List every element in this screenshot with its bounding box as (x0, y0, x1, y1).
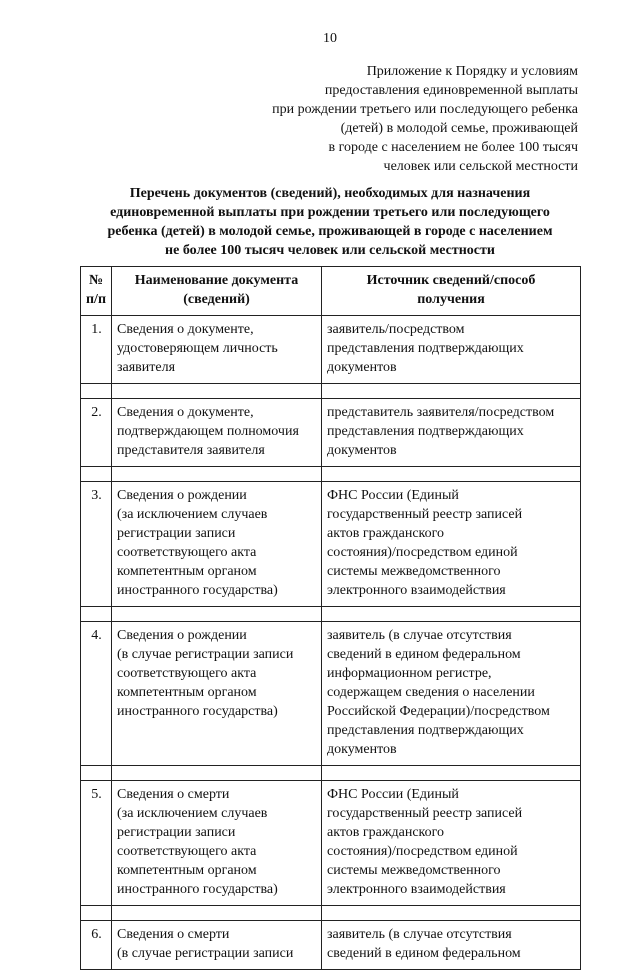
document-name-line: регистрации записи (117, 825, 236, 840)
page-number: 10 (323, 31, 337, 46)
title-line: ребенка (детей) в молодой семье, проживающей в городе с населением (107, 224, 553, 239)
appendix-line: Приложение к Порядку и условиям (366, 64, 578, 79)
row-gap (81, 766, 581, 781)
header-num-line: п/п (85, 292, 107, 307)
row-number: 1. (81, 316, 112, 384)
document-name-line: соответствующего акта (117, 844, 257, 859)
document-name-line: (за исключением случаев (117, 806, 268, 821)
source-line: представления подтверждающих (327, 424, 524, 439)
document-name-line: иностранного государства) (117, 882, 278, 897)
row-gap-cell (112, 384, 322, 399)
row-gap-cell (81, 467, 112, 482)
source-line: заявитель/посредством (327, 322, 465, 337)
title-line: не более 100 тысяч человек или сельской местности (165, 243, 495, 258)
document-name-line: регистрации записи (117, 526, 236, 541)
document-name-line: (в случае регистрации записи (117, 647, 294, 662)
title-line: Перечень документов (сведений), необходимых для назначения (129, 186, 531, 201)
source-line: актов гражданского (327, 526, 445, 541)
source-line: электронного взаимодействия (327, 882, 506, 897)
table-row (81, 316, 581, 384)
source-line: ФНС России (Единый (327, 488, 459, 503)
document-name-line: компетентным органом (117, 564, 257, 579)
document-title (60, 184, 600, 260)
appendix-line: предоставления единовременной выплаты (324, 83, 578, 98)
row-gap (81, 906, 581, 921)
source-line: представления подтверждающих (327, 341, 524, 356)
source-line: заявитель (в случае отсутствия (327, 628, 512, 643)
document-name-cell (112, 399, 322, 467)
source-line: документов (327, 742, 397, 757)
document-name-line: подтверждающем полномочия (117, 424, 299, 439)
row-gap-cell (112, 766, 322, 781)
document-name-line: представителя заявителя (117, 443, 265, 458)
header-name-line: (сведений) (183, 292, 250, 307)
appendix-line: при рождении третьего или последующего ребенка (272, 102, 578, 117)
header-name-line: Наименование документа (134, 273, 299, 288)
header-name (112, 267, 322, 316)
document-name-line: (в случае регистрации записи (117, 946, 294, 961)
document-name-line: Сведения о документе, (117, 322, 254, 337)
row-gap-cell (81, 607, 112, 622)
row-gap-cell (81, 766, 112, 781)
source-line: информационном регистре, (327, 666, 492, 681)
row-gap-cell (112, 906, 322, 921)
source-line: электронного взаимодействия (327, 583, 506, 598)
row-gap (81, 607, 581, 622)
source-cell (322, 781, 581, 906)
appendix-line: в городе с населением не более 100 тысяч (328, 140, 578, 155)
document-name-cell (112, 781, 322, 906)
appendix-line: человек или сельской местности (383, 159, 578, 174)
source-cell (322, 316, 581, 384)
document-name-line: Сведения о рождении (117, 628, 247, 643)
row-number: 6. (81, 921, 112, 970)
document-name-line: Сведения о смерти (117, 927, 230, 942)
table-header-row (81, 267, 581, 316)
appendix-line: (детей) в молодой семье, проживающей (340, 121, 578, 136)
header-num (81, 267, 112, 316)
source-line: представления подтверждающих (327, 723, 524, 738)
row-gap-cell (322, 467, 581, 482)
source-cell (322, 921, 581, 970)
row-number: 2. (81, 399, 112, 467)
document-name-line: (за исключением случаев (117, 507, 268, 522)
source-cell (322, 622, 581, 766)
row-gap-cell (322, 766, 581, 781)
document-name-cell (112, 482, 322, 607)
document-name-cell (112, 316, 322, 384)
document-name-line: Сведения о смерти (117, 787, 230, 802)
source-line: заявитель (в случае отсутствия (327, 927, 512, 942)
document-name-line: заявителя (117, 360, 176, 375)
row-gap-cell (81, 906, 112, 921)
source-cell (322, 399, 581, 467)
source-line: сведений в едином федеральном (327, 946, 521, 961)
source-cell (322, 482, 581, 607)
document-name-line: компетентным органом (117, 863, 257, 878)
source-line: системы межведомственного (327, 863, 501, 878)
row-gap (81, 467, 581, 482)
row-gap-cell (322, 607, 581, 622)
title-line: единовременной выплаты при рождении третьего или последующего (110, 205, 550, 220)
table-row (81, 399, 581, 467)
header-source (322, 267, 581, 316)
source-line: состояния)/посредством единой (327, 545, 518, 560)
row-gap-cell (112, 467, 322, 482)
source-line: системы межведомственного (327, 564, 501, 579)
source-line: актов гражданского (327, 825, 445, 840)
source-line: документов (327, 443, 397, 458)
row-number: 4. (81, 622, 112, 766)
row-number: 3. (81, 482, 112, 607)
documents-table (80, 266, 581, 970)
document-name-line: Сведения о рождении (117, 488, 247, 503)
source-line: состояния)/посредством единой (327, 844, 518, 859)
table-row (81, 921, 581, 970)
document-name-line: соответствующего акта (117, 545, 257, 560)
document-name-line: компетентным органом (117, 685, 257, 700)
source-line: содержащем сведения о населении (327, 685, 535, 700)
source-line: Российской Федерации)/посредством (327, 704, 550, 719)
source-line: сведений в едином федеральном (327, 647, 521, 662)
document-name-line: соответствующего акта (117, 666, 257, 681)
document-name-line: иностранного государства) (117, 704, 278, 719)
table-row (81, 781, 581, 906)
document-name-line: иностранного государства) (117, 583, 278, 598)
source-line: документов (327, 360, 397, 375)
source-line: представитель заявителя/посредством (327, 405, 555, 420)
row-gap-cell (322, 384, 581, 399)
row-gap (81, 384, 581, 399)
row-gap-cell (81, 384, 112, 399)
table-row (81, 482, 581, 607)
table-body (81, 316, 581, 970)
appendix-note (218, 62, 578, 176)
table-row (81, 622, 581, 766)
source-line: государственный реестр записей (327, 507, 523, 522)
row-number: 5. (81, 781, 112, 906)
header-source-line: получения (417, 292, 485, 307)
header-num-line: № (88, 273, 104, 288)
document-name-cell (112, 622, 322, 766)
document-name-cell (112, 921, 322, 970)
source-line: государственный реестр записей (327, 806, 523, 821)
header-source-line: Источник сведений/способ (366, 273, 536, 288)
document-name-line: удостоверяющем личность (117, 341, 278, 356)
row-gap-cell (322, 906, 581, 921)
document-name-line: Сведения о документе, (117, 405, 254, 420)
source-line: ФНС России (Единый (327, 787, 459, 802)
row-gap-cell (112, 607, 322, 622)
